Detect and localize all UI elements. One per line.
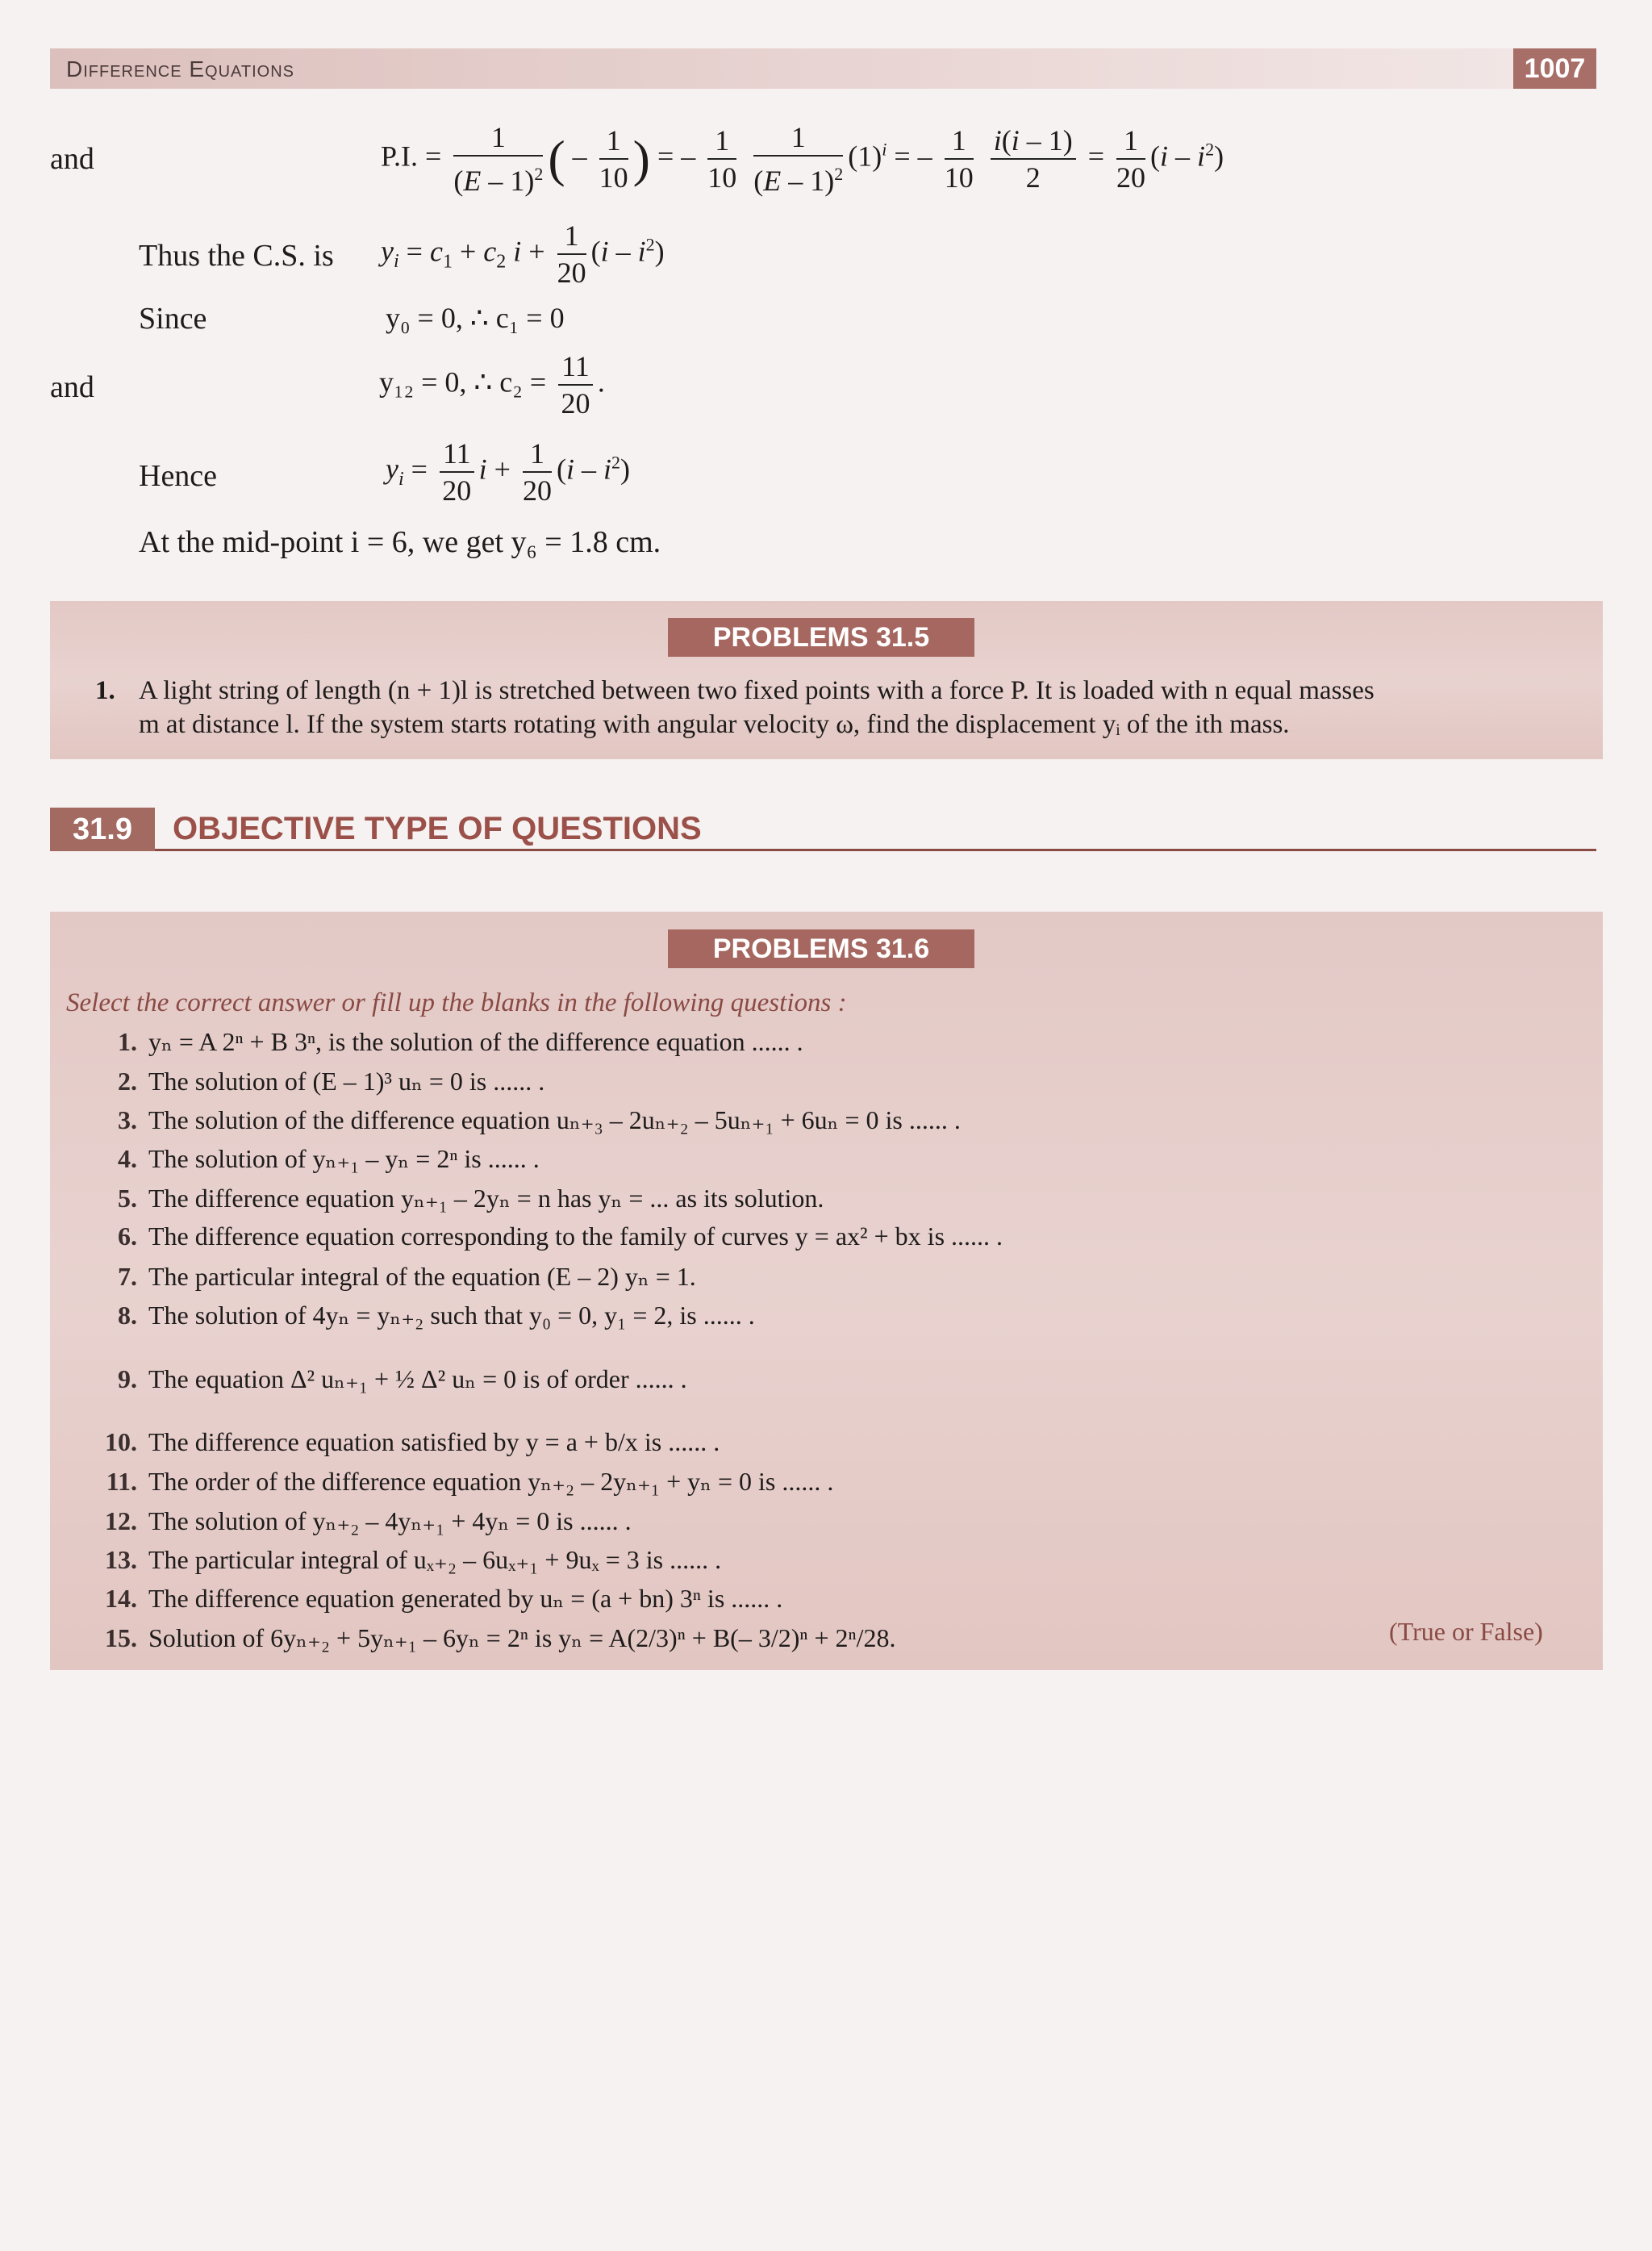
question-text: Solution of 6yₙ₊₂ + 5yₙ₊₁ – 6yₙ = 2ⁿ is yₙ = A(2/3)ⁿ + B(– 3/2)ⁿ + 2ⁿ/28.: [148, 1623, 896, 1652]
question-text: The particular integral of the equation (E – 2) yₙ = 1.: [148, 1262, 696, 1291]
final-solution-equation: $y_i$ = $\frac{11}{20}$ i + $\frac{1}{20}$ $(i - i^2)$: [386, 437, 630, 507]
question-number: 3.: [118, 1105, 137, 1134]
question-item: [90, 1105, 961, 1135]
problems-31-6-tag: PROBLEMS 31.6: [668, 929, 974, 968]
question-text: The difference equation yₙ₊₁ – 2yₙ = n has yₙ = ... as its solution.: [148, 1184, 824, 1213]
question-text: The difference equation corresponding to the family of curves y = ax² + bx is ...... .: [148, 1222, 1003, 1251]
question-number: 4.: [118, 1144, 137, 1173]
question-item: [90, 1222, 1003, 1251]
and-label-1: and: [50, 142, 94, 176]
question-item: [90, 1583, 782, 1614]
page-number: 1007: [1513, 48, 1596, 89]
question-number: 8.: [118, 1301, 137, 1330]
question-text: The particular integral of uₓ₊₂ – 6uₓ₊₁ + 9uₓ = 3 is ...... .: [148, 1545, 722, 1574]
question-number: 6.: [118, 1222, 137, 1251]
problems-31-5-q1-line2: m at distance l. If the system starts rotating with angular velocity ω, find the displacement yᵢ of the ith mass.: [139, 710, 1290, 739]
question-text: The solution of yₙ₊₁ – yₙ = 2ⁿ is ...... .: [148, 1144, 540, 1173]
true-false-note: (True or False): [1389, 1617, 1543, 1646]
question-item: [90, 1300, 755, 1330]
question-text: The solution of yₙ₊₂ – 4yₙ₊₁ + 4yₙ = 0 is ...... .: [148, 1506, 632, 1535]
question-item: [90, 1261, 696, 1292]
section-number: 31.9: [50, 808, 155, 851]
question-number: 5.: [118, 1184, 137, 1213]
question-text: The difference equation generated by uₙ = (a + bn) 3ⁿ is ...... .: [148, 1584, 783, 1613]
question-number: 15.: [105, 1623, 137, 1652]
since-label: Since: [139, 302, 207, 336]
question-item: [90, 1364, 687, 1394]
midpoint-result: At the mid-point i = 6, we get y₆ = 1.8 cm.: [139, 525, 661, 559]
question-number: 10.: [105, 1427, 137, 1456]
question-item: [90, 1544, 721, 1575]
y0-condition: y₀ = 0, ∴ c₁ = 0: [386, 302, 565, 334]
question-text: The solution of 4yₙ = yₙ₊₂ such that y₀ = 0, y₁ = 2, is ...... .: [148, 1301, 755, 1330]
problems-31-5-q1-line1: A light string of length (n + 1)l is stretched between two fixed points with a force P. It is loaded with n equal masses: [139, 676, 1375, 705]
question-item: [90, 1427, 720, 1457]
question-item: [90, 1143, 540, 1174]
y12-condition: y₁₂ = 0, ∴ c₂ =: [379, 365, 547, 399]
and-label-2: and: [50, 370, 94, 404]
question-item: [90, 1026, 803, 1057]
question-number: 9.: [118, 1364, 137, 1393]
particular-integral-equation: P.I. = $\frac{1}{(E - 1)^2}$ ( – $\frac{1}{10}$ ) = – $\frac{1}{10}$ $\frac{1}{(E - 1)^2}$ $(1)^i$ = – $\frac{1}{10}$ $\frac{i(i - 1)}{2}$ = $\frac{1}{20}$ $(i - i^2)$: [381, 121, 1224, 197]
section-title: OBJECTIVE TYPE OF QUESTIONS: [173, 811, 702, 846]
question-number: 13.: [105, 1545, 137, 1574]
pi-label: P.I. =: [381, 140, 442, 173]
thus-cs-label: Thus the C.S. is: [139, 239, 334, 273]
question-text: The equation Δ² uₙ₊₁ + ½ Δ² uₙ = 0 is of order ...... .: [148, 1364, 687, 1393]
question-text: The solution of (E – 1)³ uₙ = 0 is ...... .: [148, 1067, 545, 1096]
question-item: [90, 1506, 632, 1536]
question-number: 2.: [118, 1067, 137, 1096]
question-number: 7.: [118, 1262, 137, 1291]
problems-31-6-instruction: Select the correct answer or fill up the blanks in the following questions :: [66, 988, 847, 1017]
question-item: [90, 1622, 895, 1653]
complete-solution-equation: $y_i = c_1 + c_2$ i + $\frac{1}{20}$ $(i - i^2)$: [381, 219, 665, 289]
question-text: The solution of the difference equation uₙ₊₃ – 2uₙ₊₂ – 5uₙ₊₁ + 6uₙ = 0 is ...... .: [148, 1105, 961, 1134]
question-number: 14.: [105, 1584, 137, 1613]
question-number: 1.: [118, 1027, 137, 1056]
question-item: [90, 1466, 833, 1497]
question-number: 12.: [105, 1506, 137, 1535]
question-item: [90, 1183, 824, 1213]
question-text: yₙ = A 2ⁿ + B 3ⁿ, is the solution of the difference equation ...... .: [148, 1027, 803, 1056]
question-number: 11.: [106, 1467, 137, 1496]
question-item: [90, 1066, 544, 1096]
problems-31-5-tag: PROBLEMS 31.5: [668, 618, 974, 657]
problems-31-5-q1-number: 1.: [95, 676, 115, 705]
y12-condition-line: y₁₂ = 0, ∴ c₂ = $\frac{11}{20}$ .: [379, 350, 605, 420]
running-header-title: Difference Equations: [66, 56, 294, 81]
section-rule: [155, 849, 1596, 851]
question-text: The difference equation satisfied by y = a + b/x is ...... .: [148, 1427, 720, 1456]
hence-label: Hence: [139, 459, 218, 493]
question-text: The order of the difference equation yₙ₊₂ – 2yₙ₊₁ + yₙ = 0 is ...... .: [148, 1467, 834, 1496]
